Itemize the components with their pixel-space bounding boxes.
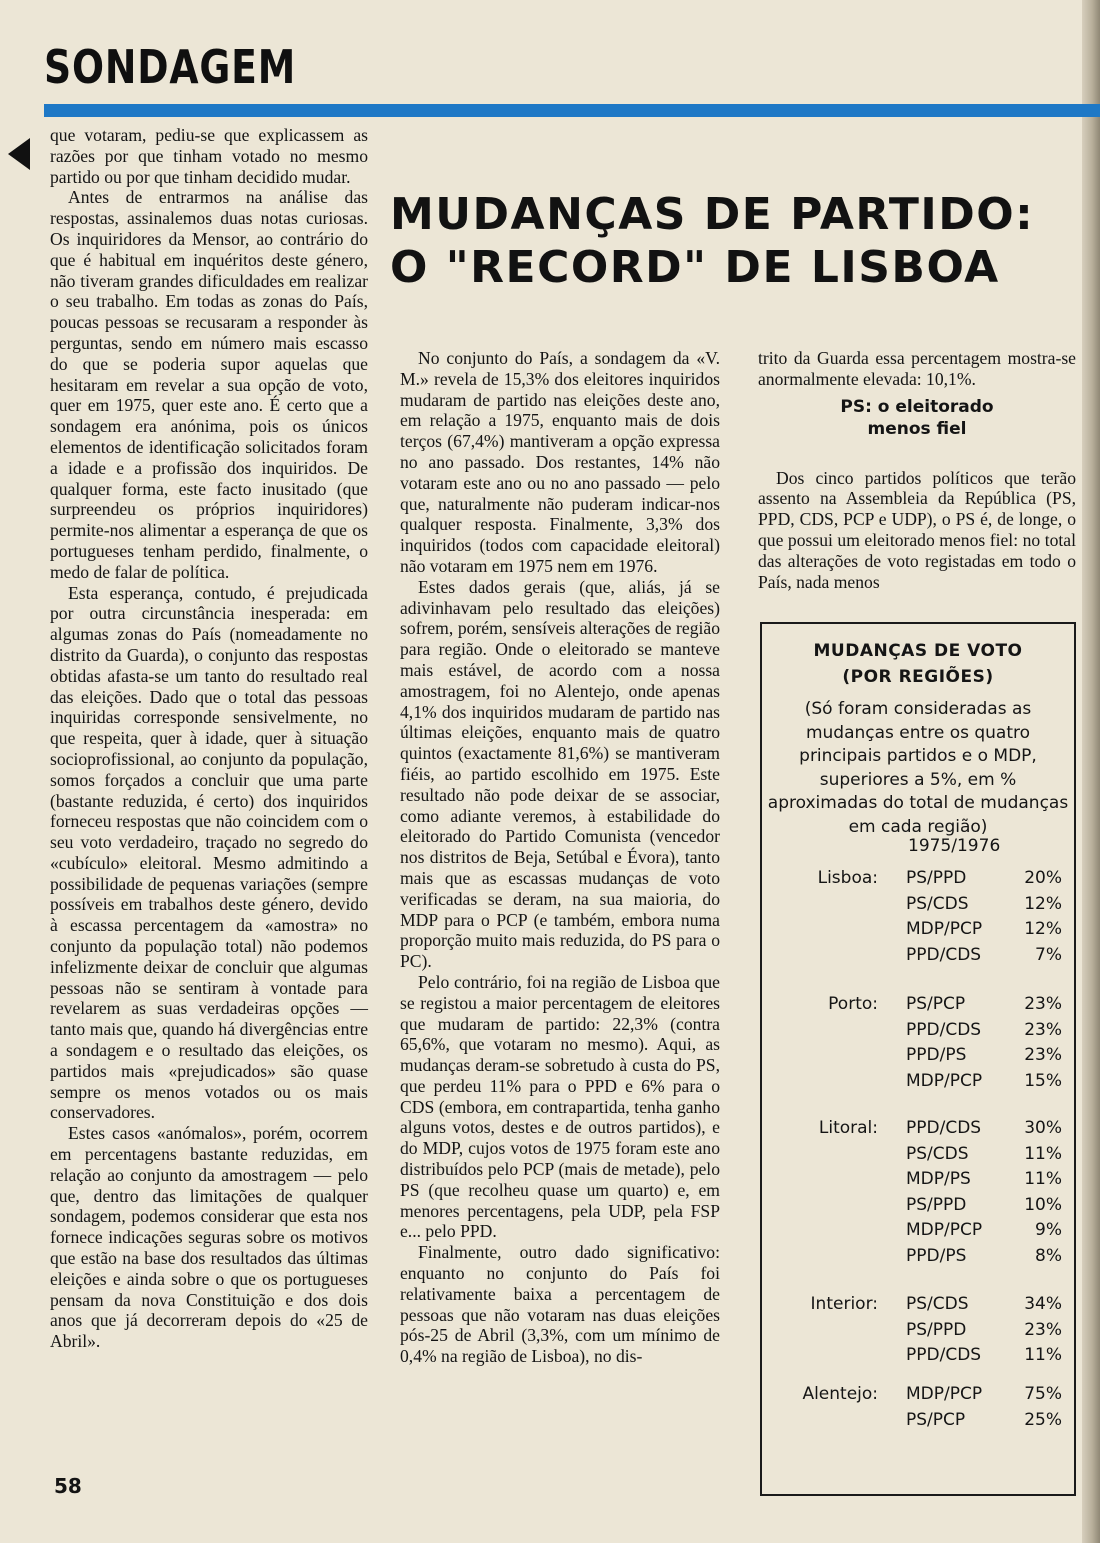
table-row bbox=[762, 1220, 1074, 1246]
section-subhead bbox=[758, 396, 1076, 440]
table-title bbox=[762, 638, 1074, 690]
table-row bbox=[762, 1320, 1074, 1346]
continuation-arrow-icon bbox=[8, 138, 30, 170]
region-name: Alentejo: bbox=[802, 1384, 878, 1404]
table-row bbox=[762, 994, 1074, 1020]
table-row bbox=[762, 1169, 1074, 1195]
percentage: 20% bbox=[1024, 868, 1062, 888]
table-row bbox=[762, 1045, 1074, 1071]
table-title-line-2: (POR REGIÕES) bbox=[842, 667, 994, 687]
party-change: PPD/CDS bbox=[906, 1118, 982, 1138]
region-name: Lisboa: bbox=[817, 868, 878, 888]
header-rule bbox=[44, 104, 1100, 117]
party-change: PS/CDS bbox=[906, 1143, 969, 1164]
subhead-line-2: menos fiel bbox=[867, 418, 967, 439]
percentage: 9% bbox=[1035, 1220, 1062, 1240]
party-change: PS/PCP bbox=[906, 994, 966, 1014]
party-change: PPD/CDS bbox=[906, 944, 982, 965]
percentage: 15% bbox=[1024, 1070, 1062, 1091]
region-name: Interior: bbox=[810, 1294, 878, 1314]
table-row bbox=[762, 1384, 1074, 1410]
party-change: PS/CDS bbox=[906, 893, 969, 914]
page-edge bbox=[1082, 0, 1100, 1543]
party-change: PPD/PS bbox=[906, 1045, 967, 1065]
column-2 bbox=[400, 348, 720, 1367]
vote-changes-table-box bbox=[760, 622, 1076, 1496]
percentage: 23% bbox=[1024, 1319, 1062, 1340]
paragraph: Esta esperança, contudo, é prejudicada por outra circunstância inesperada: em algumas zonas do País (nomeadamente no distrito da Guarda), o conjunto das respostas obtidas afasta-se um tanto do resultado real das eleições. Dado que o total das pessoas inquiridas corresponde sensivelmente, no que respeita, quer à idade, quer à situação socioprofissional, ao conjunto da população, somos forçados a concluir que uma parte (bastante reduzida, é certo) dos inquiridos forneceu respostas que não coincidem com o seu voto verdadeiro, traçado no segredo do «cubículo» eleitoral. Mesmo admitindo a possibilidade de pequenas variações (sempre possíveis em trabalhos deste género, devido à escassa percentagem da «amostra» no conjunto da população total) não podemos infelizmente deixar de concluir que algumas pessoas não se sentiram à vontade para revelarem as suas verdadeiras opções — tanto mais que, quando há divergências entre a sondagem e o resultado das eleições, os partidos mais «prejudicados» são quase sempre os menos votados ou os mais conservadores. bbox=[50, 582, 368, 1123]
party-change: MDP/PCP bbox=[906, 1220, 983, 1240]
table-year-header: 1975/1976 bbox=[908, 836, 1001, 856]
party-change: PPD/PS bbox=[906, 1245, 967, 1266]
table-row bbox=[762, 1195, 1074, 1221]
table-row bbox=[762, 945, 1074, 971]
paragraph: Finalmente, outro dado significativo: enquanto no conjunto do País foi relativamente baixa a percentagem de pessoas que não votaram nas duas eleições pós-25 de Abril (3,3%, com um mínimo de 0,4% na região de Lisboa), no dis- bbox=[400, 1242, 720, 1367]
table-row bbox=[762, 1118, 1074, 1144]
percentage: 10% bbox=[1024, 1194, 1062, 1215]
table-row bbox=[762, 1410, 1074, 1436]
section-kicker: SONDAGEM bbox=[44, 40, 297, 94]
percentage: 8% bbox=[1035, 1245, 1062, 1266]
percentage: 23% bbox=[1024, 1045, 1062, 1065]
percentage: 30% bbox=[1024, 1118, 1062, 1138]
headline-line-1: MUDANÇAS DE PARTIDO: bbox=[390, 189, 1035, 240]
region-block bbox=[762, 994, 1074, 1096]
headline-line-2: O "RECORD" DE LISBOA bbox=[390, 242, 1000, 293]
party-change: MDP/PCP bbox=[906, 1070, 983, 1091]
table-row bbox=[762, 868, 1074, 894]
page-number: 58 bbox=[54, 1474, 82, 1498]
party-change: PS/PCP bbox=[906, 1409, 966, 1430]
paragraph: que votaram, pediu-se que explicassem as razões por que tinham votado no mesmo partido ou por que tinham decidido mudar. bbox=[50, 125, 368, 187]
party-change: MDP/PCP bbox=[906, 919, 983, 939]
table-row bbox=[762, 1071, 1074, 1097]
paragraph: Pelo contrário, foi na região de Lisboa que se registou a maior percentagem de eleitores que mudaram de partido: 22,3% (contra 65,6%, que votaram no mesmo). Aqui, as mudanças deram-se sobretudo à custa do PS, que perdeu 11% para o PPD e 6% para o CDS (embora, em contrapartida, tenha ganho alguns votos, destes e de outros partidos), e do MDP, cujos votos de 1975 foram este ano distribuídos pelo PCP (mais de metade), pelo PS (que recolheu quase um quarto) e, em menores percentagens, pela UDP, pela FSP e... pelo PPD. bbox=[400, 971, 720, 1242]
percentage: 23% bbox=[1024, 994, 1062, 1014]
paragraph: Dos cinco partidos políticos que terão assento na Assembleia da República (PS, PPD, CDS, PCP e UDP), o PS é, de longe, o que possui um eleitorado menos fiel: no total das alterações de voto registadas em todo o País, nada menos bbox=[758, 467, 1076, 592]
region-block bbox=[762, 1384, 1074, 1435]
party-change: PS/CDS bbox=[906, 1294, 969, 1314]
article-headline bbox=[390, 188, 1080, 294]
paragraph: trito da Guarda essa percentagem mostra-se anormalmente elevada: 10,1%. bbox=[758, 348, 1076, 389]
table-row bbox=[762, 1020, 1074, 1046]
region-block bbox=[762, 868, 1074, 970]
paragraph: No conjunto do País, a sondagem da «V. M.» revela de 15,3% dos eleitores inquiridos mudaram de partido nas eleições deste ano, em relação a 1975, enquanto mais de dois terços (67,4%) mantiveram a opção expressa no ano passado. Dos restantes, 14% não votaram este ano ou no ano passado — pelo que, naturalmente não puderam indicar-nos qualquer resposta. Finalmente, 3,3% dos inquiridos (todos com capacidade eleitoral) não votaram em 1975 nem em 1976. bbox=[400, 348, 720, 576]
table-row bbox=[762, 1345, 1074, 1371]
paragraph: Antes de entrarmos na análise das respostas, assinalemos duas notas curiosas. Os inquiridores da Mensor, ao contrário do que é habitual em inquéritos deste género, não tiveram grandes dificuldades em realizar o seu trabalho. Em todas as zonas do País, poucas pessoas se recusaram a responder às perguntas, sendo em número mais escasso do que se poderia supor aquelas que hesitaram em revelar a sua opção de voto, quer em 1975, quer este ano. É certo que a sondagem era anónima, pois os únicos elementos de identificação solicitados foram a idade e a profissão dos inquiridos. De qualquer forma, este facto inusitado (que surpreendeu os próprios inquiridores) permite-nos alimentar a esperança de que os portugueses tenham perdido, finalmente, o medo de falar de política. bbox=[50, 187, 368, 582]
party-change: PPD/CDS bbox=[906, 1019, 982, 1040]
table-note: (Só foram consideradas as mudanças entre os quatro principais partidos e o MDP, superiores a 5%, em % aproximadas do total de mudanças em cada região) bbox=[767, 699, 1069, 837]
party-change: PS/PPD bbox=[906, 1319, 967, 1340]
table-title-line-1: MUDANÇAS DE VOTO bbox=[813, 641, 1023, 661]
party-change: PS/PPD bbox=[906, 1194, 967, 1215]
region-block bbox=[762, 1118, 1074, 1271]
column-3 bbox=[758, 348, 1076, 592]
paragraph: Estes casos «anómalos», porém, ocorrem em percentagens bastante reduzidas, em relação ao conjunto da amostragem — pelo que, dentro das limitações de qualquer sondagem, podemos considerar que esta nos fornece indicações seguras sobre os motivos que estão na base dos resultados das últimas eleições e ainda sobre o que os portugueses pensam da nova Constituição e dos dois anos que já decorreram depois do «25 de Abril». bbox=[50, 1123, 368, 1352]
subhead-line-1: PS: o eleitorado bbox=[840, 396, 994, 417]
percentage: 7% bbox=[1035, 944, 1062, 965]
table-row bbox=[762, 1246, 1074, 1272]
percentage: 12% bbox=[1024, 919, 1062, 939]
percentage: 25% bbox=[1024, 1409, 1062, 1430]
party-change: PPD/CDS bbox=[906, 1345, 982, 1365]
percentage: 75% bbox=[1024, 1384, 1062, 1404]
party-change: MDP/PS bbox=[906, 1169, 971, 1189]
region-name: Porto: bbox=[828, 994, 878, 1014]
paragraph: Estes dados gerais (que, aliás, já se adivinhavam pelo resultado das eleições) sofrem, porém, sensíveis alterações de região para região. Onde o eleitorado se manteve mais estável, de acordo com a nossa amostragem, foi no Alentejo, onde apenas 4,1% dos inquiridos mudaram de partido nas últimas eleições, enquanto mais de quatro quintos (exactamente 81,6%) se mantiveram fiéis, ao partido escolhido em 1975. Este resultado não pode deixar de se associar, como adiante veremos, à estabilidade do eleitorado do Partido Comunista (vencedor nos distritos de Beja, Setúbal e Évora), tanto mais que as escassas mudanças de voto verificadas se deram, na sua maioria, do MDP para o PCP (e também, embora numa proporção muito mais reduzida, do PS para o PC). bbox=[400, 576, 720, 972]
party-change: MDP/PCP bbox=[906, 1384, 983, 1404]
table-row bbox=[762, 1144, 1074, 1170]
percentage: 11% bbox=[1024, 1143, 1062, 1164]
percentage: 34% bbox=[1024, 1294, 1062, 1314]
party-change: PS/PPD bbox=[906, 868, 967, 888]
region-block bbox=[762, 1294, 1074, 1371]
table-row bbox=[762, 1294, 1074, 1320]
table-row bbox=[762, 919, 1074, 945]
column-1 bbox=[50, 125, 368, 1352]
percentage: 12% bbox=[1024, 893, 1062, 914]
percentage: 23% bbox=[1024, 1019, 1062, 1040]
percentage: 11% bbox=[1024, 1169, 1062, 1189]
table-row bbox=[762, 894, 1074, 920]
region-name: Litoral: bbox=[818, 1118, 878, 1138]
percentage: 11% bbox=[1024, 1345, 1062, 1365]
